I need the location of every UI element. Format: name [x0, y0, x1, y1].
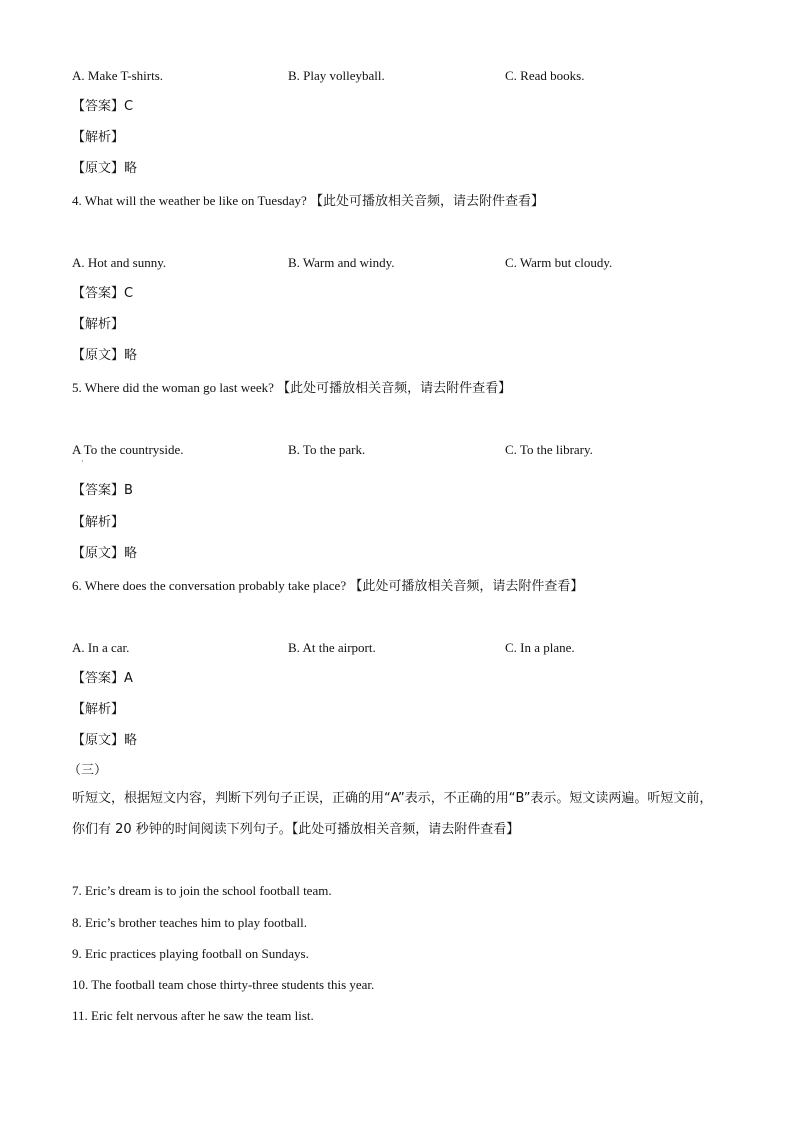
q5-option-b: B. To the park. [288, 442, 366, 457]
q4-original-text: 【原文】略 [72, 348, 138, 363]
statement-10: 10. The football team chose thirty-three students this year. [72, 977, 375, 992]
section-instruction: 听短文，根据短文内容，判断下列句子正误，正确的用“A”表示，不正确的用“B”表示。短文读两遍。听短文前，你们有 20 秒钟的时间阅读下列句子。【此处可播放相关音频，请去附件查看】 [72, 791, 713, 837]
q3-options [72, 67, 772, 85]
q5-option-a: A To the countryside. [72, 442, 184, 457]
q5-question: 5. Where did the woman go last week? 【此处可播放相关音频，请去附件查看】 [72, 380, 512, 395]
q5-option-c: C. To the library. [505, 442, 593, 457]
statement-9: 9. Eric practices playing football on Sundays. [72, 946, 309, 961]
q4-option-a: A. Hot and sunny. [72, 255, 167, 270]
q4-question: 4. What will the weather be like on Tuesday? 【此处可播放相关音频，请去附件查看】 [72, 193, 545, 208]
q6-answer: 【答案】A [72, 671, 133, 686]
q4-answer: 【答案】C [72, 286, 134, 301]
q6-question: 6. Where does the conversation probably take place? 【此处可播放相关音频，请去附件查看】 [72, 578, 584, 593]
q3-option-c: C. Read books. [505, 68, 585, 83]
q6-analysis: 【解析】 [72, 702, 125, 717]
q3-original-text: 【原文】略 [72, 161, 138, 176]
q6-original-text: 【原文】略 [72, 733, 138, 748]
section-heading: （三） [68, 763, 108, 778]
statement-7: 7. Eric’s dream is to join the school football team. [72, 883, 332, 898]
statement-11: 11. Eric felt nervous after he saw the team list. [72, 1008, 314, 1023]
q4-option-b: B. Warm and windy. [288, 255, 395, 270]
q4-options [72, 254, 772, 272]
q6-option-a: A. In a car. [72, 640, 130, 655]
q6-option-c: C. In a plane. [505, 640, 575, 655]
q3-option-b: B. Play volleyball. [288, 68, 385, 83]
q6-option-b: B. At the airport. [288, 640, 376, 655]
q5-analysis: 【解析】 [72, 515, 125, 530]
q5-answer: 【答案】B [72, 483, 133, 498]
q4-analysis: 【解析】 [72, 317, 125, 332]
q5-original-text: 【原文】略 [72, 546, 138, 561]
q3-option-a: A. Make T-shirts. [72, 68, 163, 83]
q6-options [72, 639, 772, 657]
q4-option-c: C. Warm but cloudy. [505, 255, 613, 270]
stray-dot: · [81, 457, 84, 466]
q5-options [72, 441, 772, 459]
q3-answer: 【答案】C [72, 99, 134, 114]
q3-analysis: 【解析】 [72, 130, 125, 145]
statement-8: 8. Eric’s brother teaches him to play football. [72, 915, 308, 930]
